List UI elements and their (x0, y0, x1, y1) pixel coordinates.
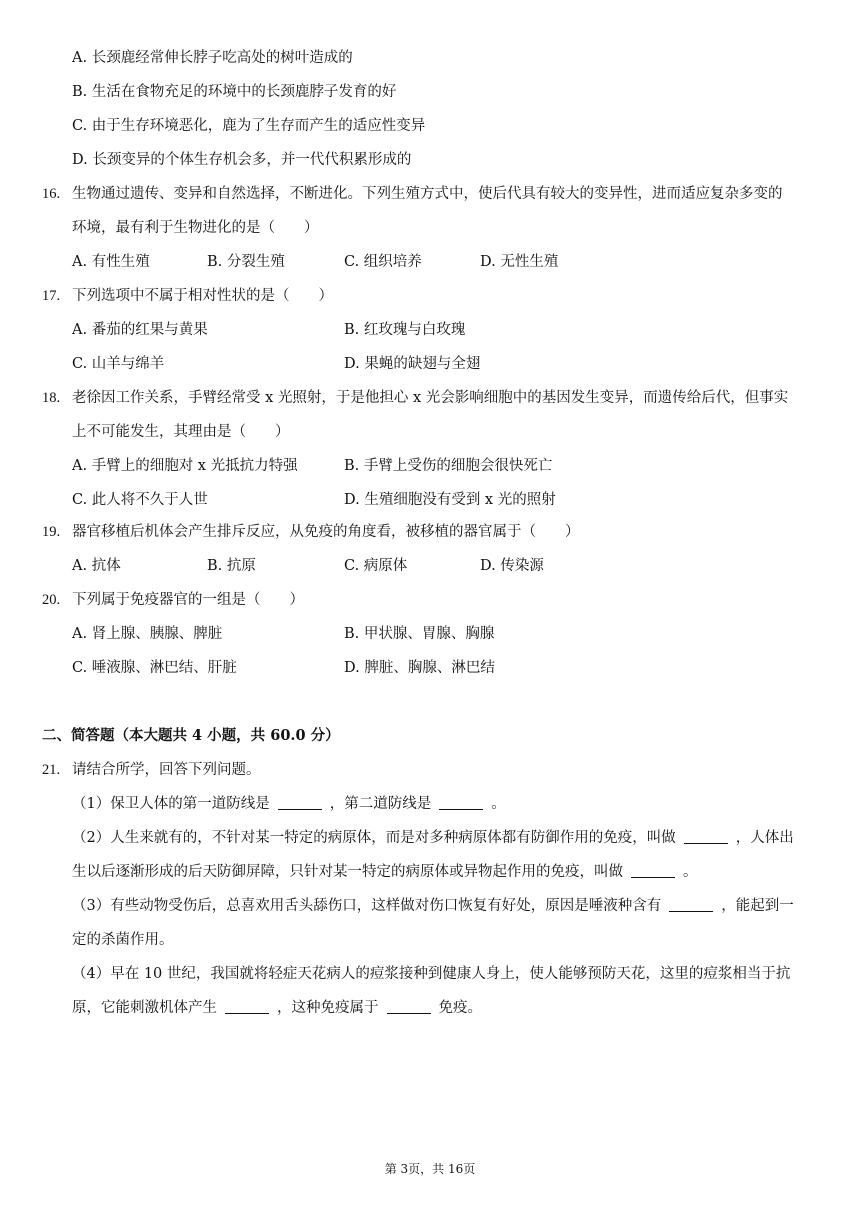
q21-part3-line2: 定的杀菌作用。 (72, 932, 174, 948)
q15-option-c: C. 由于生存环境恶化，鹿为了生存而产生的适应性变异 (72, 118, 426, 134)
q16-number: 16. (42, 186, 61, 202)
q19-stem: 器官移植后机体会产生排斥反应，从免疫的角度看，被移植的器官属于（ ） (72, 524, 580, 540)
q21-stem: 请结合所学，回答下列问题。 (72, 762, 261, 778)
q21-part2-text-d: 。 (683, 864, 698, 880)
q15-option-a: A. 长颈鹿经常伸长脖子吃高处的树叶造成的 (72, 50, 353, 66)
q18-option-d: D. 生殖细胞没有受到 x 光的照射 (344, 492, 556, 508)
q21-part2-line1 (72, 828, 794, 848)
q21-part1-text-a: （1）保卫人体的第一道防线是 (72, 796, 270, 812)
q17-number: 17. (42, 288, 61, 304)
q21-part4-line1: （4）早在 10 世纪，我国就将轻症天花病人的痘浆接种到健康人身上，使人能够预防天花，这里的痘浆相当于抗 (72, 966, 791, 982)
q20-option-c: C. 唾液腺、淋巴结、肝脏 (72, 660, 237, 676)
q21-number: 21. (42, 762, 61, 778)
q21-part4-line2 (72, 998, 482, 1018)
section-heading: 二、简答题（本大题共 4 小题，共 60.0 分） (42, 727, 340, 744)
q17-option-d: D. 果蝇的缺翅与全翅 (344, 356, 481, 372)
q16-stem-line1: 生物通过遗传、变异和自然选择，不断进化。下列生殖方式中，使后代具有较大的变异性，进而适应复杂多变的 (72, 186, 783, 202)
q20-option-d: D. 脾脏、胸腺、淋巴结 (344, 660, 495, 676)
q17-option-b: B. 红玫瑰与白玫瑰 (344, 322, 466, 338)
answer-blank[interactable] (631, 863, 675, 878)
q17-option-c: C. 山羊与绵羊 (72, 356, 165, 372)
answer-blank[interactable] (387, 999, 431, 1014)
q21-part2-text-a: （2）人生来就有的，不针对某一特定的病原体，而是对多种病原体都有防御作用的免疫，叫做 (72, 830, 676, 846)
q21-part4-text-b: ，这种免疫属于 (277, 1000, 379, 1016)
q20-stem: 下列属于免疫器官的一组是（ ） (72, 592, 304, 608)
answer-blank[interactable] (278, 795, 322, 810)
q21-part2-line2 (72, 862, 698, 882)
q18-option-c: C. 此人将不久于人世 (72, 492, 208, 508)
q21-part4-text-a: 原，它能刺激机体产生 (72, 1000, 217, 1016)
q21-part1 (72, 794, 506, 814)
q18-stem-line2: 上不可能发生，其理由是（ ） (72, 424, 290, 440)
q19-option-c: C. 病原体 (344, 558, 408, 574)
answer-blank[interactable] (684, 829, 728, 844)
answer-blank[interactable] (439, 795, 483, 810)
q16-stem-line2: 环境，最有利于生物进化的是（ ） (72, 220, 319, 236)
q18-number: 18. (42, 390, 61, 406)
q16-option-a: A. 有性生殖 (72, 254, 150, 270)
q15-option-b: B. 生活在食物充足的环境中的长颈鹿脖子发育的好 (72, 84, 397, 100)
q21-part1-text-c: 。 (491, 796, 506, 812)
q21-part3-line1 (72, 896, 794, 916)
q19-option-d: D. 传染源 (480, 558, 544, 574)
q18-option-b: B. 手臂上受伤的细胞会很快死亡 (344, 458, 553, 474)
q20-option-a: A. 肾上腺、胰腺、脾脏 (72, 626, 223, 642)
q19-number: 19. (42, 524, 61, 540)
q21-part3-text-b: ，能起到一 (721, 898, 794, 914)
q16-option-b: B. 分裂生殖 (207, 254, 285, 270)
page-footer: 第 3页，共 16页 (384, 1162, 476, 1176)
q15-option-d: D. 长颈变异的个体生存机会多，并一代代积累形成的 (72, 152, 412, 168)
q21-part2-text-b: ，人体出 (735, 830, 794, 846)
answer-blank[interactable] (225, 999, 269, 1014)
q16-option-d: D. 无性生殖 (480, 254, 559, 270)
q21-part1-text-b: ，第二道防线是 (329, 796, 432, 812)
q16-option-c: C. 组织培养 (344, 254, 422, 270)
q17-option-a: A. 番茄的红果与黄果 (72, 322, 208, 338)
q21-part4-text-c: 免疫。 (438, 1000, 482, 1016)
q17-stem: 下列选项中不属于相对性状的是（ ） (72, 288, 333, 304)
q20-option-b: B. 甲状腺、胃腺、胸腺 (344, 626, 495, 642)
q18-option-a: A. 手臂上的细胞对 x 光抵抗力特强 (72, 458, 298, 474)
q18-stem-line1: 老徐因工作关系，手臂经常受 x 光照射，于是他担心 x 光会影响细胞中的基因发生变异，而遗传给后代，但事实 (72, 390, 789, 406)
q21-part3-text-a: （3）有些动物受伤后，总喜欢用舌头舔伤口，这样做对伤口恢复有好处，原因是唾液种含有 (72, 898, 662, 914)
answer-blank[interactable] (669, 897, 713, 912)
q21-part2-text-c: 生以后逐渐形成的后天防御屏障，只针对某一特定的病原体或异物起作用的免疫，叫做 (72, 864, 623, 880)
q19-option-b: B. 抗原 (207, 558, 256, 574)
q19-option-a: A. 抗体 (72, 558, 121, 574)
q20-number: 20. (42, 592, 61, 608)
